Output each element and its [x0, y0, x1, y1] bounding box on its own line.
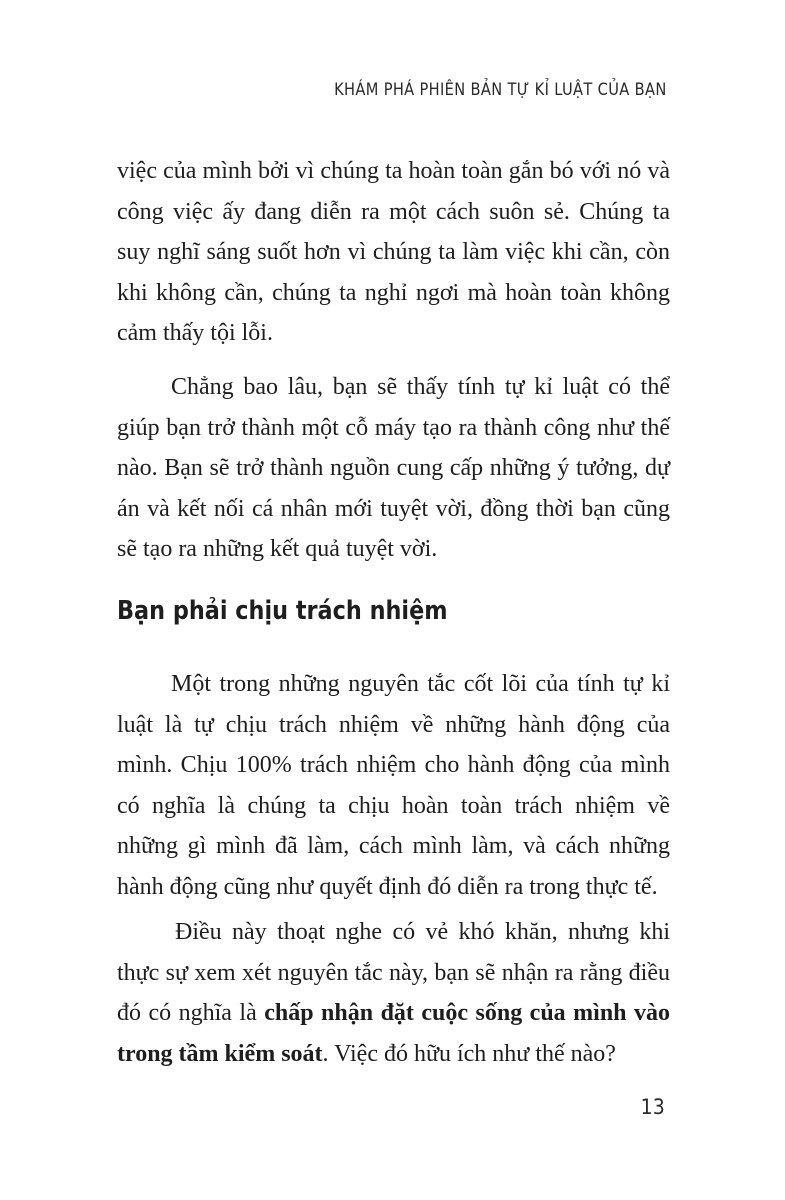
section-heading: Bạn phải chịu trách nhiệm — [117, 596, 448, 626]
paragraph-1: việc của mình bởi vì chúng ta hoàn toàn gắn bó với nó và công việc ấy đang diễn ra một cách suôn sẻ. Chúng ta suy nghĩ sáng suốt hơn vì chúng ta làm việc khi cần, còn khi không cần, chúng ta nghỉ ngơi mà hoàn toàn không cảm thấy tội lỗi. — [117, 158, 670, 347]
paragraph-4-text-end: . Việc đó hữu ích như thế nào? — [322, 1040, 616, 1067]
paragraph-3: Một trong những nguyên tắc cốt lõi của tính tự kỉ luật là tự chịu trách nhiệm về những hành động của mình. Chịu 100% trách nhiệm cho hành động của mình có nghĩa là chúng ta chịu hoàn toàn trách nhiệm về những gì mình đã làm, cách mình làm, và cách những hành động cũng như quyết định đó diễn ra trong thực tế. — [117, 671, 670, 900]
paragraph-4-text-start: Điều này thoạt nghe có vẻ khó khăn, nhưng khi thực sự xem xét nguyên tắc này, bạn sẽ nhận ra rằng điều đó có nghĩa là — [117, 919, 670, 1027]
running-head: KHÁM PHÁ PHIÊN BẢN TỰ KỈ LUẬT CỦA BẠN — [334, 80, 667, 100]
paragraph-4-bold-phrase: chấp nhận đặt cuộc sống của mình vào trong tầm kiểm soát — [117, 1000, 670, 1067]
page-number: 13 — [640, 1095, 665, 1119]
paragraph-4 — [117, 912, 670, 1074]
paragraph-2: Chẳng bao lâu, bạn sẽ thấy tính tự kỉ luật có thể giúp bạn trở thành một cỗ máy tạo ra thành công như thế nào. Bạn sẽ trở thành nguồn cung cấp những ý tưởng, dự án và kết nối cá nhân mới tuyệt vời, đồng thời bạn cũng sẽ tạo ra những kết quả tuyệt vời. — [117, 374, 670, 563]
